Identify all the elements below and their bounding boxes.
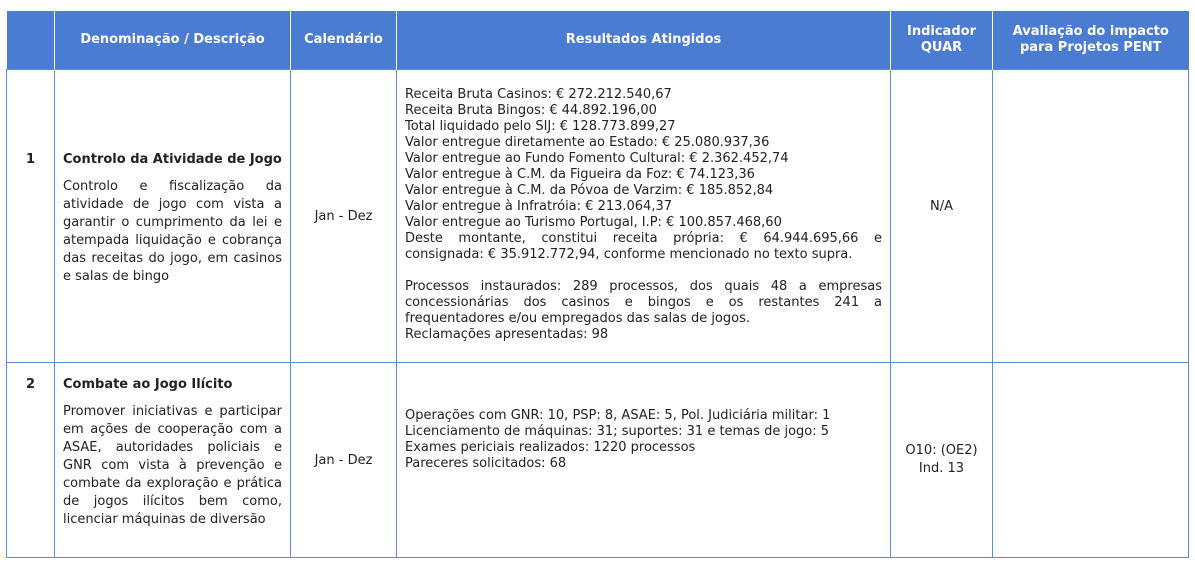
row-indicator xyxy=(891,363,993,558)
indicator-line: Ind. 13 xyxy=(918,461,965,476)
result-paragraph: Deste montante, constitui receita própria: € 64.944.695,66 e consignada: € 35.912.772,94, conforme mencionado no texto supra. xyxy=(405,231,882,262)
indicator-line: N/A xyxy=(930,198,953,214)
activities-table xyxy=(6,11,1189,558)
row-description-cell xyxy=(55,70,291,363)
result-line: Reclamações apresentadas: 98 xyxy=(405,327,609,342)
header-number xyxy=(7,11,55,70)
row-evaluation xyxy=(993,363,1189,558)
result-line: Exames periciais realizados: 1220 processos xyxy=(405,440,696,455)
row-number: 2 xyxy=(7,363,55,558)
row-description: Promover iniciativas e participar em ações de cooperação com a ASAE, autoridades policiais e GNR com vista à prevenção e combate da exploração e prática de jogos ilícitos bem como, licenciar máquinas de diversão xyxy=(63,404,282,527)
result-line: Valor entregue diretamente ao Estado: € 25.080.937,36 xyxy=(405,135,770,150)
header-indicator: Indicador QUAR xyxy=(891,11,993,70)
row-description-cell xyxy=(55,363,291,558)
row-title: Controlo da Atividade de Jogo xyxy=(63,152,282,167)
row-results-cell xyxy=(397,70,891,363)
result-line: Valor entregue à C.M. da Póvoa de Varzim: € 185.852,84 xyxy=(405,183,774,198)
result-line: Valor entregue à Infratróia: € 213.064,37 xyxy=(405,199,673,214)
result-line: Total liquidado pelo SIJ: € 128.773.899,27 xyxy=(405,119,676,134)
indicator-line: O10: (OE2) xyxy=(905,443,978,458)
table-header-row xyxy=(7,11,1189,70)
header-calendar: Calendário xyxy=(291,11,397,70)
result-line: Pareceres solicitados: 68 xyxy=(405,456,567,471)
result-line: Receita Bruta Bingos: € 44.892.196,00 xyxy=(405,103,657,118)
table-row xyxy=(7,70,1189,363)
result-line: Operações com GNR: 10, PSP: 8, ASAE: 5, Pol. Judiciária militar: 1 xyxy=(405,408,831,423)
result-line: Valor entregue ao Fundo Fomento Cultural: € 2.362.452,74 xyxy=(405,151,789,166)
header-results: Resultados Atingidos xyxy=(397,11,891,70)
row-calendar: Jan - Dez xyxy=(291,70,397,363)
row-calendar: Jan - Dez xyxy=(291,363,397,558)
result-paragraph: Processos instaurados: 289 processos, dos quais 48 a empresas concessionárias dos casinos e bingos e os restantes 241 a frequentadores e/ou empregados das salas de jogos. xyxy=(405,279,882,326)
row-number: 1 xyxy=(7,70,55,363)
result-line: Valor entregue à C.M. da Figueira da Foz: € 74.123,36 xyxy=(405,167,755,182)
header-description: Denominação / Descrição xyxy=(55,11,291,70)
result-line: Receita Bruta Casinos: € 272.212.540,67 xyxy=(405,87,672,102)
header-evaluation: Avaliação do impacto para Projetos PENT xyxy=(993,11,1189,70)
row-indicator xyxy=(891,70,993,363)
row-evaluation xyxy=(993,70,1189,363)
table-row xyxy=(7,363,1189,558)
result-line: Valor entregue ao Turismo Portugal, I.P: € 100.857.468,60 xyxy=(405,215,782,230)
row-description: Controlo e fiscalização da atividade de jogo com vista a garantir o cumprimento da lei e atempada liquidação e cobrança das receitas do jogo, em casinos e salas de bingo xyxy=(63,179,282,284)
row-title: Combate ao Jogo Ilícito xyxy=(63,377,233,392)
result-line: Licenciamento de máquinas: 31; suportes: 31 e temas de jogo: 5 xyxy=(405,424,830,439)
row-results-cell xyxy=(397,363,891,558)
